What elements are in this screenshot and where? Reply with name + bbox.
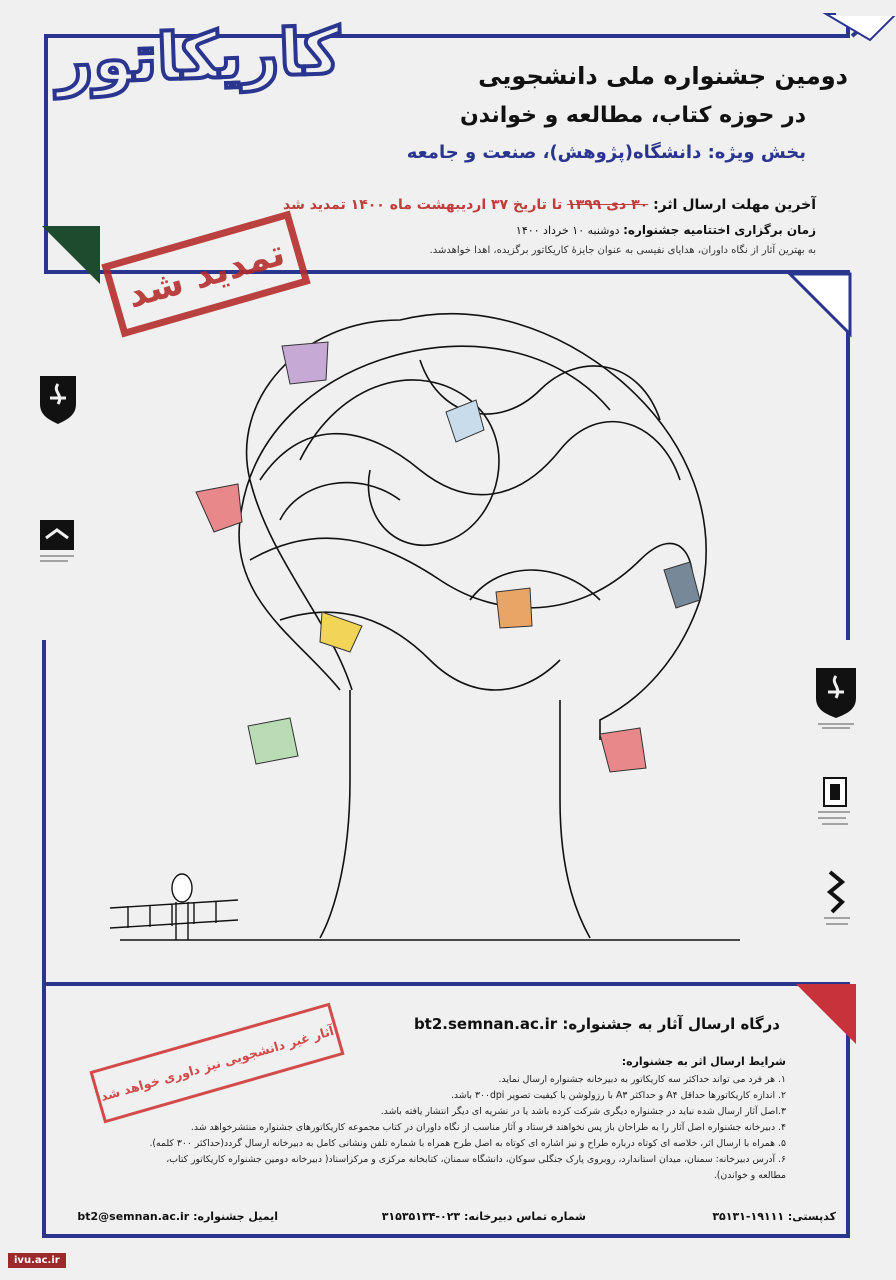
condition-item: ۵. همراه با ارسال اثر، خلاصه ای کوتاه درباره طراح و نیز اشاره ای کوتاه به اصل طرح همراه با شماره تلفن ونشانی کامل به دبیرخانه ارسال گردد(حداکثر ۳۰۰ کلمه). [149,1138,786,1149]
corner-flag-red [796,984,856,1044]
ladder-figure [110,874,238,940]
condition-item: مطالعه و خواندن). [713,1170,786,1181]
prize-note: به بهترین آثار از نگاه داوران، هدایای نفیسی به عنوان جایزهٔ کاریکاتور برگزیده، اهدا خواهدشد. [429,245,816,256]
conditions-title: شرایط ارسال اثر به جشنواره: [621,1055,786,1068]
ceremony-line [516,223,816,237]
postal-label: کدپستی: [787,1210,836,1223]
central-library-logo-icon [814,770,854,830]
phone-value: ۰۲۳-۳۱۵۳۵۱۳۴ [381,1210,461,1223]
extended-stamp-text: تمدید شد [122,232,290,316]
postal-code [712,1210,836,1223]
email-value[interactable]: bt2@semnan.ac.ir [77,1210,190,1223]
condition-item: ۳.اصل آثار ارسال شده نباید در جشنواره دیگری شرکت کرده باشد یا در نشریه ای دیگر انتشار یافته باشد. [380,1106,786,1117]
submission-portal [414,1015,780,1033]
books [196,342,700,772]
corner-flag-green [42,226,100,284]
phone-label: شماره تماس دبیرخانه: [464,1210,586,1223]
festival-title-line2: در حوزه کتاب، مطالعه و خواندن [460,103,806,128]
ceremony-date: دوشنبه ۱۰ خرداد ۱۴۰۰ [515,224,620,237]
caricature-title: کاریکاتور [54,15,342,99]
deadline-line [283,197,816,213]
condition-item: ۴. دبیرخانه جشنواره اصل آثار را به طراحان باز پس نخواهند فرستاد و آثار مناسب از نگاه داوران در کتاب مجموعه کاریکاتورهای جشنواره منتشرخواهد شد. [190,1122,786,1133]
condition-item: ۱. هر فرد می تواند حداکثر سه کاریکاتور به دبیرخانه جشنواره ارسال نماید. [498,1074,786,1085]
ceremony-label: زمان برگزاری اختتامیه جشنواره: [623,223,816,237]
semnan-university-logo-icon [814,666,858,730]
portal-label: درگاه ارسال آثار به جشنواره: [562,1015,780,1033]
deadline-old-date: ۳۰ دی ۱۳۹۹ [567,197,649,213]
condition-item: ۶. آدرس دبیرخانه: سمنان، میدان استاندارد، روبروی پارک جنگلی سوکان، دانشگاه سمنان، کتابخانه مرکزی و مرکزاسناد( دبیرخانه دومین جشنواره کاریکاتور کتاب، [166,1154,786,1165]
phone-number [382,1210,586,1223]
portal-url[interactable]: bt2.semnan.ac.ir [413,1015,558,1033]
non-student-stamp-text: آثار غیر دانشجویی نیز داوری خواهد شد [98,1022,336,1104]
deadline-label: آخرین مهلت ارسال اثر: [653,197,816,213]
postal-value: ۱۹۱۱۱-۳۵۱۳۱ [712,1210,785,1223]
deadline-new-date: تا تاریخ ۳۷ اردیبهشت ماه ۱۴۰۰ تمدید شد [282,197,563,213]
special-section: بخش ویژه: دانشگاه(پژوهش)، صنعت و جامعه [406,142,806,163]
corner-flag-top [790,274,850,334]
email-label: ایمیل جشنواره: [193,1210,278,1223]
cultural-association-logo-icon [822,868,852,930]
university-logo-icon [38,374,80,426]
tree-illustration [120,314,740,940]
site-watermark: ivu.ac.ir [8,1253,66,1268]
festival-email [77,1210,278,1223]
festival-title-line1: دومین جشنواره ملی دانشجویی [478,62,848,90]
book-logo-icon [38,518,78,564]
condition-item: ۲. اندازه کاریکاتورها حداقل A۴ و حداکثر A۳ با رزولوشن یا کیفیت تصویر ۳۰۰dpi باشد. [450,1090,786,1101]
